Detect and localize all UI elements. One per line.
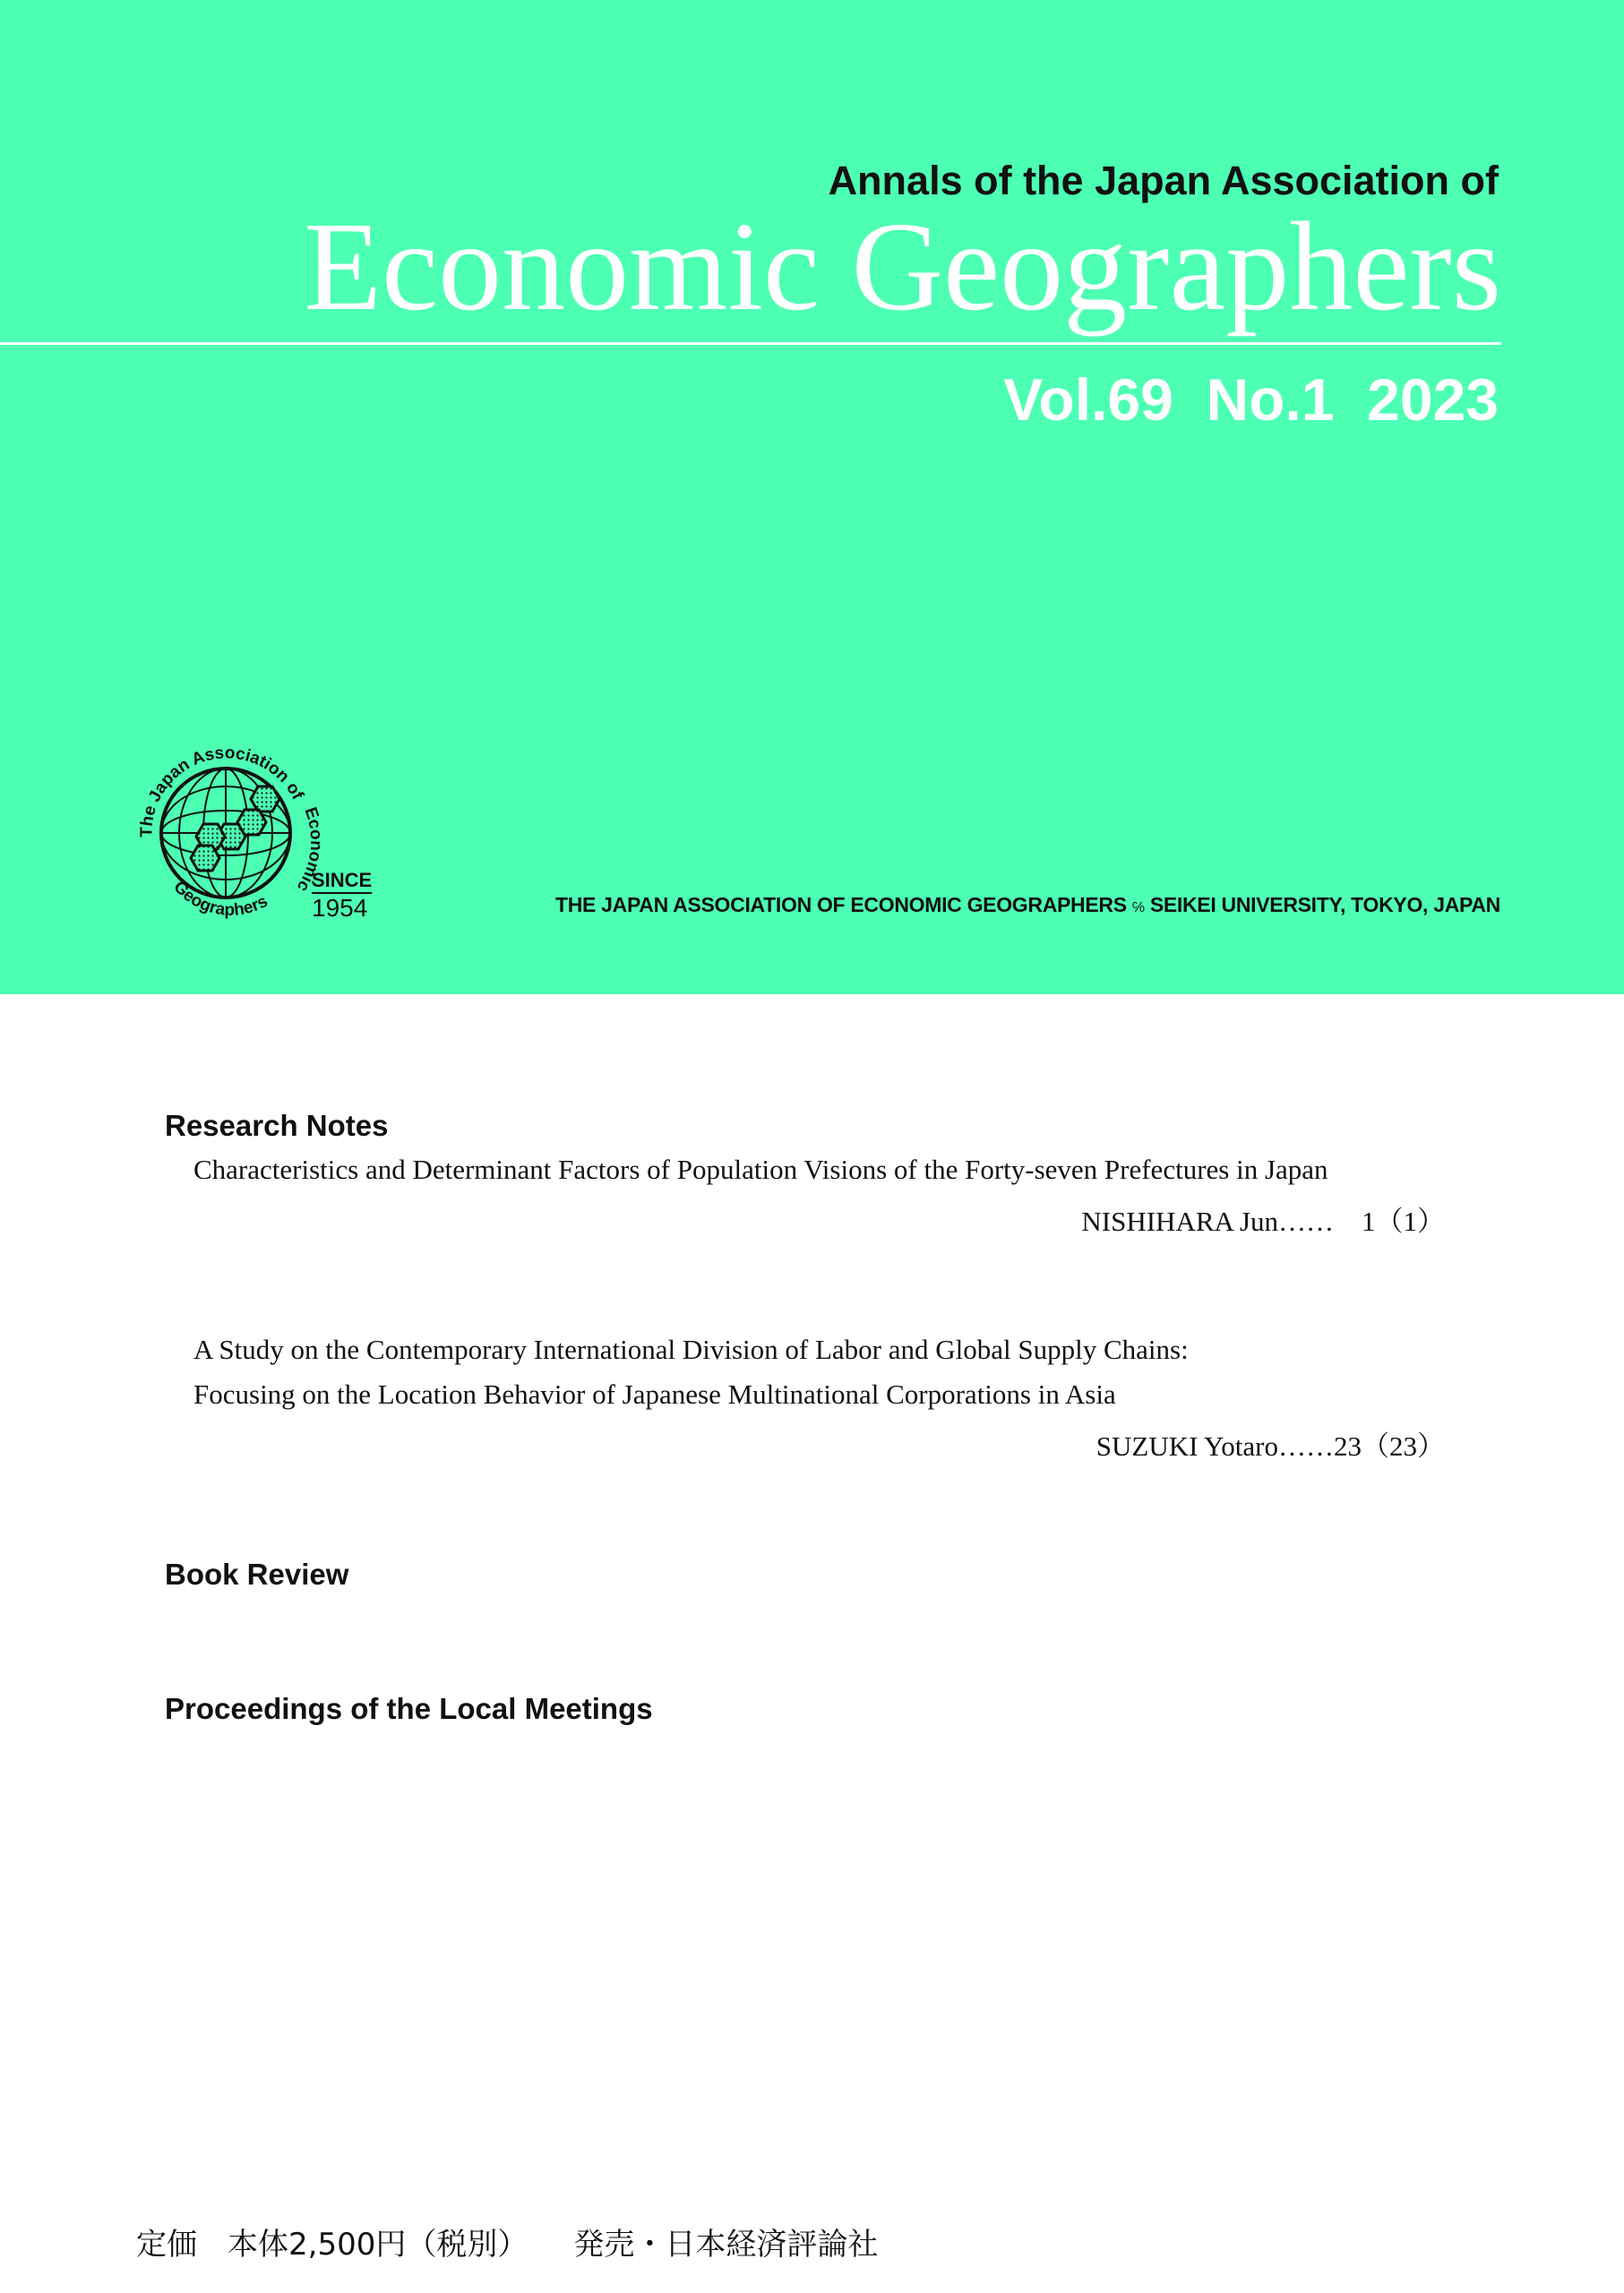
emblem-right-text: Economic bbox=[292, 804, 326, 896]
price-text: 定価 本体2,500円（税別） bbox=[136, 2227, 513, 2263]
since-label bbox=[312, 871, 372, 921]
section-research-notes: Research Notes bbox=[165, 1109, 389, 1142]
article-2-title-line-1: A Study on the Contemporary International Division of Labor and Global Supply Chains: bbox=[193, 1334, 1189, 1365]
section-proceedings: Proceedings of the Local Meetings bbox=[165, 1692, 653, 1725]
publisher-address: SEIKEI UNIVERSITY, TOKYO, JAPAN bbox=[1149, 893, 1500, 916]
publisher-name: THE JAPAN ASSOCIATION OF ECONOMIC GEOGRAPHERS bbox=[554, 893, 1127, 916]
article-1-title: Characteristics and Determinant Factors of Population Visions of the Forty-seven Prefectures in Japan bbox=[193, 1154, 1328, 1185]
cover-header-band bbox=[0, 0, 1624, 994]
section-book-review: Book Review bbox=[165, 1558, 349, 1591]
article-1-author-line bbox=[1081, 1198, 1445, 1239]
hexagon-cluster bbox=[191, 786, 279, 871]
price-footer bbox=[136, 2220, 878, 2263]
publisher-line bbox=[555, 893, 1500, 917]
title-divider bbox=[0, 342, 1501, 345]
article-1-pages: …… 1（1） bbox=[1278, 1206, 1445, 1237]
since-year: 1954 bbox=[312, 894, 368, 922]
article-2-author: SUZUKI Yotaro bbox=[1096, 1430, 1278, 1462]
article-2-author-line bbox=[1096, 1423, 1445, 1464]
emblem-bottom-text: Geographers bbox=[169, 877, 271, 920]
distributor-text: 発売・日本経済評論社 bbox=[573, 2227, 879, 2263]
since-text: SINCE bbox=[312, 871, 372, 894]
association-logo bbox=[116, 724, 331, 939]
issue-info: Vol.69 No.1 2023 bbox=[1003, 366, 1499, 433]
article-2-pages: ……23（23） bbox=[1278, 1430, 1445, 1462]
article-1-author: NISHIHARA Jun bbox=[1081, 1206, 1278, 1237]
emblem-top-text: The Japan Association of bbox=[137, 743, 307, 837]
care-of-symbol: ℅ bbox=[1131, 900, 1145, 915]
article-2-title-line-2: Focusing on the Location Behavior of Japanese Multinational Corporations in Asia bbox=[193, 1378, 1116, 1410]
journal-title: Economic Geographers bbox=[304, 195, 1501, 337]
journal-subtitle: Annals of the Japan Association of bbox=[828, 158, 1499, 203]
